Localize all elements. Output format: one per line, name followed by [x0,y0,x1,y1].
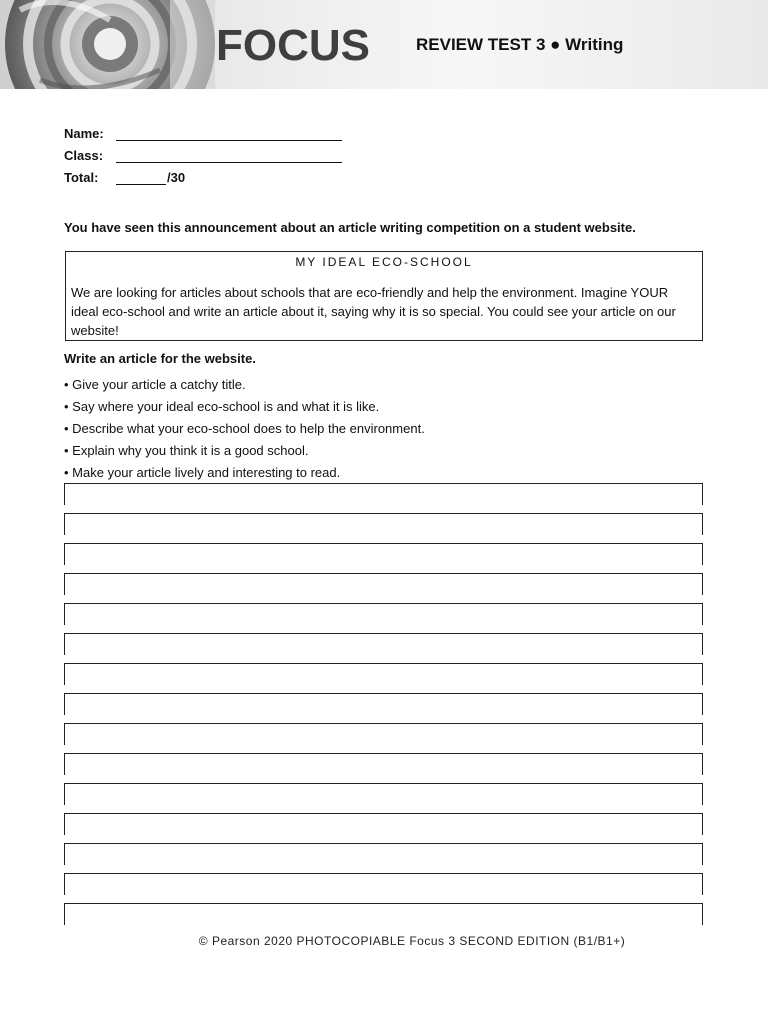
writing-line[interactable] [64,873,703,895]
test-title: REVIEW TEST 3 ● Writing [416,35,624,54]
page-header [0,0,768,89]
class-field[interactable] [116,162,342,163]
writing-line[interactable] [64,603,703,625]
writing-line[interactable] [64,543,703,565]
bullet-item: • Say where your ideal eco-school is and what it is like. [64,399,380,414]
writing-line[interactable] [64,723,703,745]
writing-line[interactable] [64,783,703,805]
total-max: /30 [167,170,186,185]
name-field[interactable] [116,140,342,141]
total-field[interactable] [116,184,166,185]
writing-line[interactable] [64,483,703,505]
writing-line[interactable] [64,633,703,655]
intro-text: You have seen this announcement about an article writing competition on a student website. [64,220,636,235]
writing-line[interactable] [64,753,703,775]
bullet-item: • Give your article a catchy title. [64,377,246,392]
announcement-box [65,251,703,341]
writing-line[interactable] [64,843,703,865]
bullet-item: • Describe what your eco-school does to help the environment. [64,421,425,436]
writing-line[interactable] [64,813,703,835]
total-label: Total: [64,170,99,185]
bullet-item: • Make your article lively and interesting to read. [64,465,341,480]
task-bullets [64,376,425,486]
header-disc-graphic [0,0,215,89]
announcement-title: MY IDEAL ECO-SCHOOL [295,255,473,269]
bullet-item: • Explain why you think it is a good school. [64,443,309,458]
writing-line[interactable] [64,573,703,595]
writing-line[interactable] [64,693,703,715]
writing-line[interactable] [64,513,703,535]
writing-line[interactable] [64,903,703,925]
announcement-body: We are looking for articles about schools that are eco-friendly and help the environment. Imagine YOUR ideal eco-school and write an article about it, saying why it is so special. You could see your article on our website! [71,285,676,338]
task-heading: Write an article for the website. [64,351,256,366]
writing-line[interactable] [64,663,703,685]
name-label: Name: [64,126,104,141]
footer: © Pearson 2020 PHOTOCOPIABLE Focus 3 SECOND EDITION (B1/B1+) [198,934,626,948]
brand-logo: FOCUS [216,21,370,70]
class-label: Class: [64,148,104,163]
